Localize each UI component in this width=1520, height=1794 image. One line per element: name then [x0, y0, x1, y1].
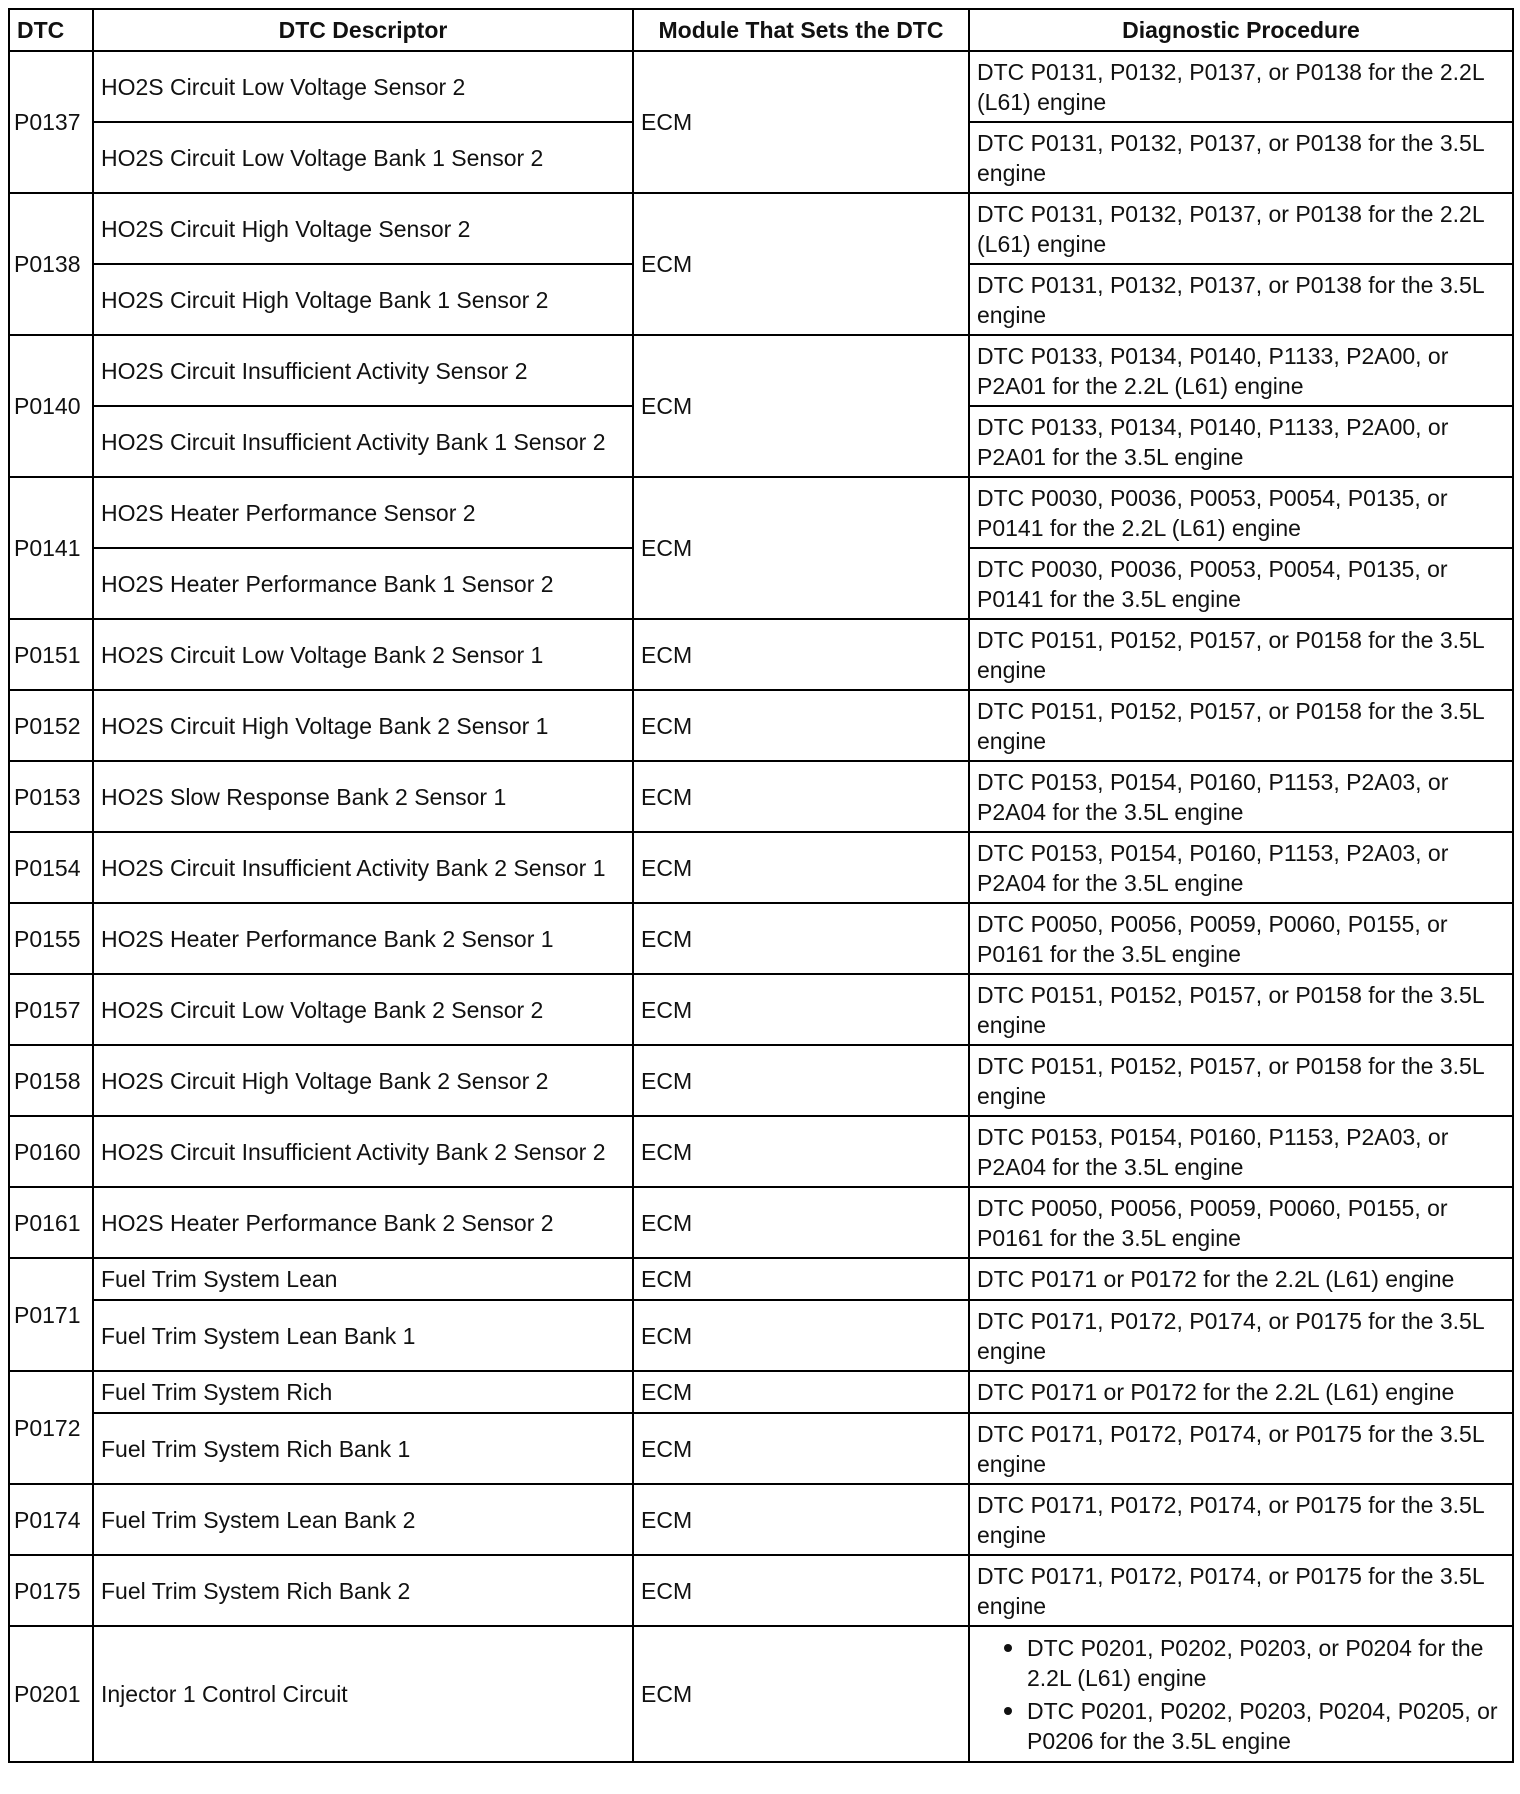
module: ECM — [633, 903, 969, 974]
diagnostic-procedure: DTC P0153, P0154, P0160, P1153, P2A03, or P2A04 for the 3.5L engine — [969, 832, 1513, 903]
diagnostic-procedure: DTC P0171, P0172, P0174, or P0175 for the 3.5L engine — [969, 1555, 1513, 1626]
diagnostic-procedure: DTC P0133, P0134, P0140, P1133, P2A00, or P2A01 for the 2.2L (L61) engine — [969, 335, 1513, 406]
procedure-bullet-item: • DTC P0201, P0202, P0203, or P0204 for the 2.2L (L61) engine — [1027, 1632, 1505, 1693]
diagnostic-procedure: DTC P0151, P0152, P0157, or P0158 for the 3.5L engine — [969, 619, 1513, 690]
table-row — [9, 1045, 1513, 1116]
dtc-descriptor: HO2S Circuit High Voltage Sensor 2 — [93, 193, 633, 264]
dtc-descriptor: HO2S Heater Performance Sensor 2 — [93, 477, 633, 548]
diagnostic-procedure: DTC P0133, P0134, P0140, P1133, P2A00, or P2A01 for the 3.5L engine — [969, 406, 1513, 477]
table-row — [9, 1300, 1513, 1371]
module: ECM — [633, 1413, 969, 1484]
dtc-code: P0155 — [9, 903, 93, 974]
dtc-descriptor: Fuel Trim System Lean Bank 2 — [93, 1484, 633, 1555]
dtc-code: P0157 — [9, 974, 93, 1045]
table-body — [9, 51, 1513, 1762]
diagnostic-procedure: DTC P0171 or P0172 for the 2.2L (L61) engine — [969, 1258, 1513, 1300]
dtc-code: P0161 — [9, 1187, 93, 1258]
table-row — [9, 1484, 1513, 1555]
dtc-code: P0141 — [9, 477, 93, 619]
dtc-descriptor: Fuel Trim System Rich Bank 2 — [93, 1555, 633, 1626]
diagnostic-procedure: DTC P0050, P0056, P0059, P0060, P0155, or P0161 for the 3.5L engine — [969, 1187, 1513, 1258]
module: ECM — [633, 761, 969, 832]
module: ECM — [633, 51, 969, 193]
dtc-descriptor: HO2S Circuit Insufficient Activity Bank 2 Sensor 1 — [93, 832, 633, 903]
module: ECM — [633, 1484, 969, 1555]
diagnostic-procedure: DTC P0131, P0132, P0137, or P0138 for the 2.2L (L61) engine — [969, 51, 1513, 122]
procedure-bullet-list — [977, 1632, 1505, 1756]
module: ECM — [633, 1045, 969, 1116]
dtc-descriptor: Fuel Trim System Rich Bank 1 — [93, 1413, 633, 1484]
diagnostic-procedure: DTC P0171, P0172, P0174, or P0175 for the 3.5L engine — [969, 1413, 1513, 1484]
table-row — [9, 761, 1513, 832]
diagnostic-procedure: DTC P0151, P0152, P0157, or P0158 for the 3.5L engine — [969, 974, 1513, 1045]
module: ECM — [633, 1116, 969, 1187]
header-row — [9, 9, 1513, 51]
table-row — [9, 690, 1513, 761]
module: ECM — [633, 1555, 969, 1626]
diagnostic-procedure: DTC P0050, P0056, P0059, P0060, P0155, or P0161 for the 3.5L engine — [969, 903, 1513, 974]
dtc-descriptor: HO2S Circuit Low Voltage Sensor 2 — [93, 51, 633, 122]
dtc-code: P0137 — [9, 51, 93, 193]
dtc-descriptor: HO2S Heater Performance Bank 2 Sensor 2 — [93, 1187, 633, 1258]
table-row — [9, 1555, 1513, 1626]
module: ECM — [633, 974, 969, 1045]
dtc-descriptor: HO2S Heater Performance Bank 2 Sensor 1 — [93, 903, 633, 974]
diagnostic-procedure: DTC P0151, P0152, P0157, or P0158 for the 3.5L engine — [969, 1045, 1513, 1116]
dtc-code: P0160 — [9, 1116, 93, 1187]
header-descriptor: DTC Descriptor — [93, 9, 633, 51]
module: ECM — [633, 832, 969, 903]
table-row — [9, 335, 1513, 406]
table-row — [9, 193, 1513, 264]
dtc-code: P0152 — [9, 690, 93, 761]
module: ECM — [633, 477, 969, 619]
dtc-descriptor: HO2S Circuit Low Voltage Bank 2 Sensor 2 — [93, 974, 633, 1045]
dtc-descriptor: HO2S Circuit Low Voltage Bank 2 Sensor 1 — [93, 619, 633, 690]
dtc-code: P0138 — [9, 193, 93, 335]
diagnostic-procedure: DTC P0171, P0172, P0174, or P0175 for the 3.5L engine — [969, 1300, 1513, 1371]
dtc-code: P0140 — [9, 335, 93, 477]
dtc-descriptor: Injector 1 Control Circuit — [93, 1626, 633, 1762]
dtc-descriptor: HO2S Circuit High Voltage Bank 2 Sensor 2 — [93, 1045, 633, 1116]
table-row — [9, 51, 1513, 122]
diagnostic-procedure: DTC P0030, P0036, P0053, P0054, P0135, or P0141 for the 3.5L engine — [969, 548, 1513, 619]
diagnostic-procedure: DTC P0171 or P0172 for the 2.2L (L61) engine — [969, 1371, 1513, 1413]
dtc-descriptor: HO2S Slow Response Bank 2 Sensor 1 — [93, 761, 633, 832]
table-row — [9, 619, 1513, 690]
dtc-descriptor: HO2S Circuit Insufficient Activity Bank 1 Sensor 2 — [93, 406, 633, 477]
dtc-code: P0201 — [9, 1626, 93, 1762]
module: ECM — [633, 1300, 969, 1371]
diagnostic-procedure: DTC P0151, P0152, P0157, or P0158 for the 3.5L engine — [969, 690, 1513, 761]
module: ECM — [633, 193, 969, 335]
dtc-descriptor: HO2S Circuit High Voltage Bank 2 Sensor 1 — [93, 690, 633, 761]
module: ECM — [633, 690, 969, 761]
dtc-descriptor: HO2S Heater Performance Bank 1 Sensor 2 — [93, 548, 633, 619]
module: ECM — [633, 1187, 969, 1258]
table-row — [9, 1626, 1513, 1762]
dtc-descriptor: HO2S Circuit High Voltage Bank 1 Sensor 2 — [93, 264, 633, 335]
module: ECM — [633, 335, 969, 477]
header-dtc: DTC — [9, 9, 93, 51]
dtc-descriptor: Fuel Trim System Lean Bank 1 — [93, 1300, 633, 1371]
module: ECM — [633, 1626, 969, 1762]
diagnostic-procedure: DTC P0153, P0154, P0160, P1153, P2A03, or P2A04 for the 3.5L engine — [969, 761, 1513, 832]
diagnostic-procedure: DTC P0131, P0132, P0137, or P0138 for the 3.5L engine — [969, 122, 1513, 193]
table-row — [9, 974, 1513, 1045]
table-row — [9, 903, 1513, 974]
diagnostic-procedure: DTC P0131, P0132, P0137, or P0138 for the 3.5L engine — [969, 264, 1513, 335]
module: ECM — [633, 619, 969, 690]
table-row — [9, 1116, 1513, 1187]
table-row — [9, 1371, 1513, 1413]
dtc-table — [8, 8, 1514, 1763]
module: ECM — [633, 1371, 969, 1413]
module: ECM — [633, 1258, 969, 1300]
dtc-code: P0171 — [9, 1258, 93, 1371]
table-row — [9, 1258, 1513, 1300]
header-module: Module That Sets the DTC — [633, 9, 969, 51]
dtc-descriptor: HO2S Circuit Low Voltage Bank 1 Sensor 2 — [93, 122, 633, 193]
dtc-code: P0151 — [9, 619, 93, 690]
diagnostic-procedure: DTC P0171, P0172, P0174, or P0175 for the 3.5L engine — [969, 1484, 1513, 1555]
dtc-code: P0154 — [9, 832, 93, 903]
diagnostic-procedure: DTC P0131, P0132, P0137, or P0138 for the 2.2L (L61) engine — [969, 193, 1513, 264]
diagnostic-procedure — [969, 1626, 1513, 1762]
dtc-code: P0174 — [9, 1484, 93, 1555]
dtc-descriptor: Fuel Trim System Lean — [93, 1258, 633, 1300]
dtc-descriptor: Fuel Trim System Rich — [93, 1371, 633, 1413]
diagnostic-procedure: DTC P0030, P0036, P0053, P0054, P0135, or P0141 for the 2.2L (L61) engine — [969, 477, 1513, 548]
table-row — [9, 1187, 1513, 1258]
header-procedure: Diagnostic Procedure — [969, 9, 1513, 51]
dtc-descriptor: HO2S Circuit Insufficient Activity Bank 2 Sensor 2 — [93, 1116, 633, 1187]
dtc-code: P0172 — [9, 1371, 93, 1484]
diagnostic-procedure: DTC P0153, P0154, P0160, P1153, P2A03, or P2A04 for the 3.5L engine — [969, 1116, 1513, 1187]
dtc-descriptor: HO2S Circuit Insufficient Activity Sensor 2 — [93, 335, 633, 406]
table-row — [9, 832, 1513, 903]
table-row — [9, 477, 1513, 548]
table-row — [9, 1413, 1513, 1484]
dtc-code: P0158 — [9, 1045, 93, 1116]
procedure-bullet-item: • DTC P0201, P0202, P0203, P0204, P0205, or P0206 for the 3.5L engine — [1027, 1695, 1505, 1756]
dtc-code: P0175 — [9, 1555, 93, 1626]
dtc-code: P0153 — [9, 761, 93, 832]
